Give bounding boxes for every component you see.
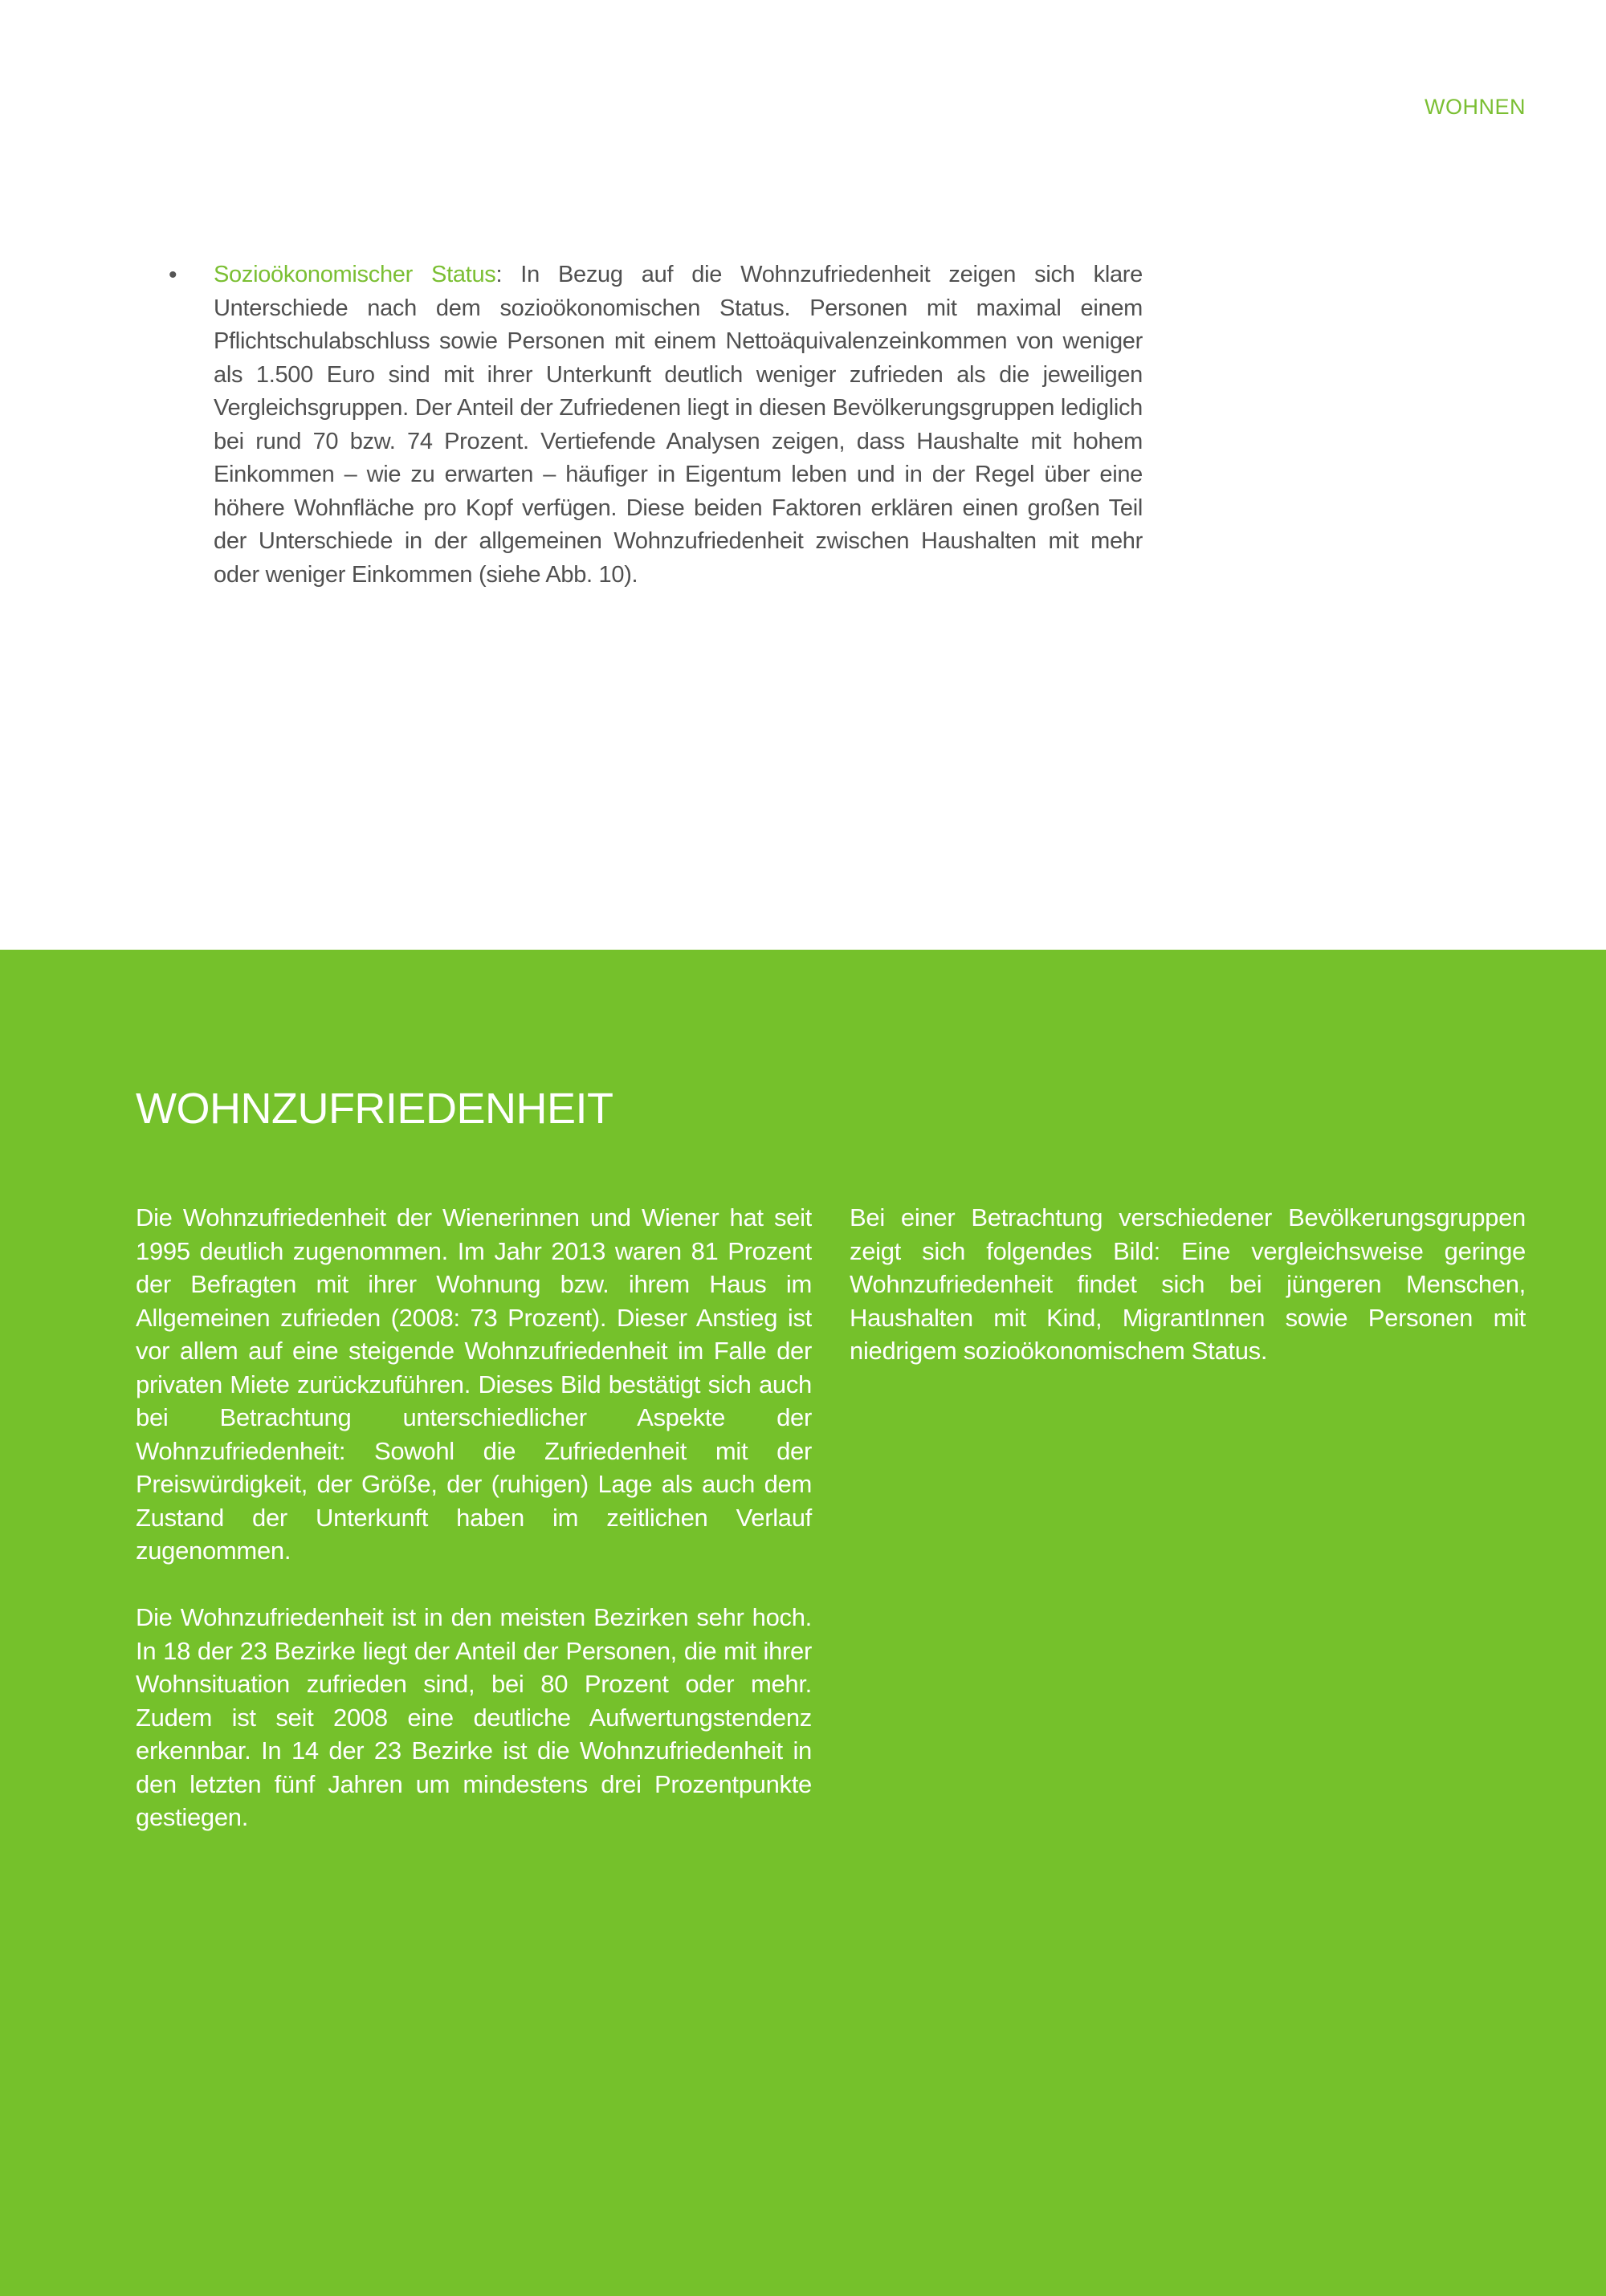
info-box-right-column [850, 1201, 1526, 1401]
info-box-title: WOHNZUFRIEDENHEIT [136, 1085, 613, 1133]
info-box-paragraph: Die Wohnzufriedenheit ist in den meisten Bezirken sehr hoch. In 18 der 23 Bezirke liegt der Anteil der Personen, die mit ihrer Wohnsituation zufrieden sind, bei 80 Prozent oder mehr. Zudem ist seit 2008 eine deutliche Aufwertungstendenz erkennbar. In 14 der 23 Bezirke ist die Wohnzufriedenheit in den letzten fünf Jahren um mindestens drei Prozentpunkte gestiegen. [136, 1603, 812, 1831]
info-box-paragraph: Bei einer Betrachtung verschiedener Bevölkerungsgruppen zeigt sich folgendes Bild: Eine vergleichsweise geringe Wohnzufriedenheit findet sich bei jüngeren Menschen, Haushalten mit Kind, MigrantInnen sowie Personen mit niedrigem sozioökonomischem Status. [850, 1203, 1526, 1365]
bullet-dot-icon: • [169, 262, 177, 288]
bullet-lead-term: Sozioökonomischer Status [214, 262, 496, 287]
bullet-item [169, 259, 1143, 592]
info-box-paragraph: Die Wohnzufriedenheit der Wienerinnen und Wiener hat seit 1995 deutlich zugenommen. Im Jahr 2013 waren 81 Prozent der Befragten mit ihrer Wohnung bzw. ihrem Haus im Allgemeinen zufrieden (2008: 73 Prozent). Dieser Anstieg ist vor allem auf eine steigende Wohnzufriedenheit im Falle der privaten Miete zurückzuführen. Dieses Bild bestätigt sich auch bei Betrachtung unterschiedlicher Aspekte der Wohnzufriedenheit: Sowohl die Zufriedenheit mit der Preiswürdigkeit, der Größe, der (ruhigen) Lage als auch dem Zustand der Unterkunft haben im zeitlichen Verlauf zugenommen. [136, 1203, 812, 1565]
bullet-paragraph [169, 259, 1143, 592]
running-head: WOHNEN [1425, 95, 1526, 119]
bullet-body: : In Bezug auf die Wohnzufriedenheit zeigen sich klare Unterschiede nach dem sozioökonomischen Status. Personen mit maximal einem Pflichtschulabschluss sowie Personen mit einem Nettoäquivalenzeinkommen von weniger als 1.500 Euro sind mit ihrer Unterkunft deutlich weniger zufrieden als die jeweiligen Vergleichsgruppen. Der Anteil der Zufriedenen liegt in diesen Bevölkerungsgruppen lediglich bei rund 70 bzw. 74 Prozent. Vertiefende Analysen zeigen, dass Haushalte mit hohem Einkommen – wie zu erwarten – häufiger in Eigentum leben und in der Regel über eine höhere Wohnfläche pro Kopf verfügen. Diese beiden Faktoren erklären einen großen Teil der Unterschiede in der allgemeinen Wohnzufriedenheit zwischen Haushalten mit mehr oder weniger Einkommen (siehe Abb. 10). [214, 262, 1143, 588]
info-box-left-column [136, 1201, 812, 1867]
